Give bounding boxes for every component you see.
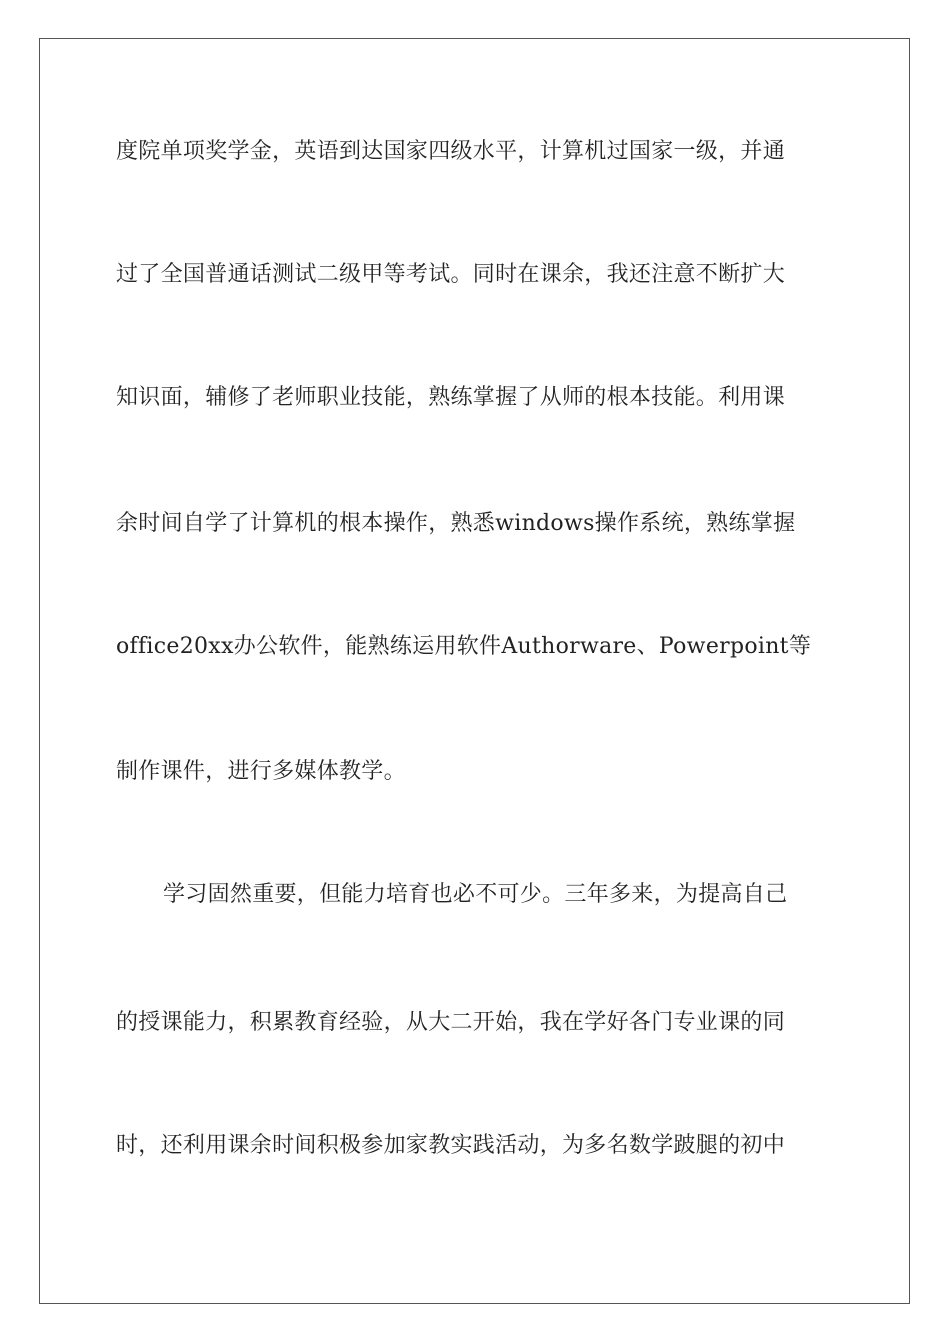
text-line-8: 的授课能力，积累教育经验，从大二开始，我在学好各门专业课的同	[116, 1010, 786, 1035]
text-line-6: 制作课件，进行多媒体教学。	[116, 759, 406, 784]
text-line-2: 过了全国普通话测试二级甲等考试。同时在课余，我还注意不断扩大	[116, 262, 786, 287]
text-line-1: 度院单项奖学金，英语到达国家四级水平，计算机过国家一级，并通	[116, 139, 786, 164]
text-line-5: office20xx办公软件，能熟练运用软件Authorware、Powerpoint等	[116, 634, 812, 659]
paragraph-2-first-line: 学习固然重要，但能力培育也必不可少。三年多来，为提高自己	[163, 882, 788, 907]
text-line-9: 时，还利用课余时间积极参加家教实践活动，为多名数学跛腿的初中	[116, 1133, 786, 1158]
page-border	[39, 38, 910, 1304]
text-line-4: 余时间自学了计算机的根本操作，熟悉windows操作系统，熟练掌握	[116, 511, 796, 536]
text-line-3: 知识面，辅修了老师职业技能，熟练掌握了从师的根本技能。利用课	[116, 385, 786, 410]
